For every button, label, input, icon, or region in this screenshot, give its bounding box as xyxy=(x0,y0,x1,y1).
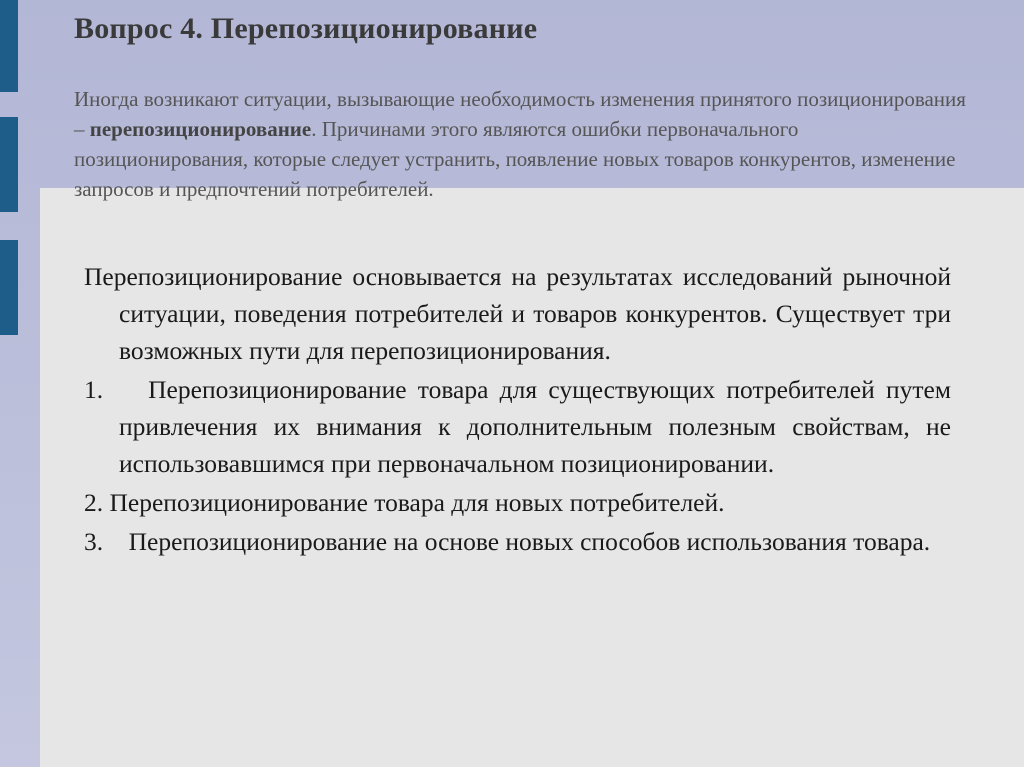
intro-term: перепозиционирование xyxy=(89,117,312,141)
list-item-number: 2. xyxy=(84,488,104,517)
list-item-text: Перепозиционирование на основе новых способов использования товара. xyxy=(128,527,931,556)
accent-bar-top xyxy=(0,0,18,92)
list-item-2 xyxy=(84,484,951,521)
main-lead-paragraph: Перепозиционирование основывается на результатах исследований рыночной ситуации, поведения потребителей и товаров конкурентов. Существует три возможных пути для перепозиционирования. xyxy=(84,262,951,365)
intro-text-after: . Причинами этого являются ошибки первоначального позиционирования, которые следует устранить, появление новых товаров конкурентов, изменение запросов и предпочтений потребителей. xyxy=(74,117,956,201)
intro-text-before: Иногда возникают ситуации, вызывающие необходимость изменения принятого позиционирования – xyxy=(74,87,966,141)
intro-paragraph xyxy=(74,84,974,204)
list-item-text: Перепозиционирование товара для новых потребителей. xyxy=(109,488,725,517)
list-item-1 xyxy=(84,371,951,482)
list-item-text: Перепозиционирование товара для существующих потребителей путем привлечения их внимания к дополнительным полезным свойствам, не использовавшимся при первоначальном позиционировании. xyxy=(119,375,951,478)
accent-bar-middle xyxy=(0,117,18,212)
list-item-3 xyxy=(84,523,951,560)
accent-bar-bottom xyxy=(0,240,18,335)
list-item-number: 1. xyxy=(84,375,104,404)
main-text-block xyxy=(84,258,951,562)
list-item-number: 3. xyxy=(84,527,104,556)
slide-title: Вопрос 4. Перепозиционирование xyxy=(74,12,538,45)
